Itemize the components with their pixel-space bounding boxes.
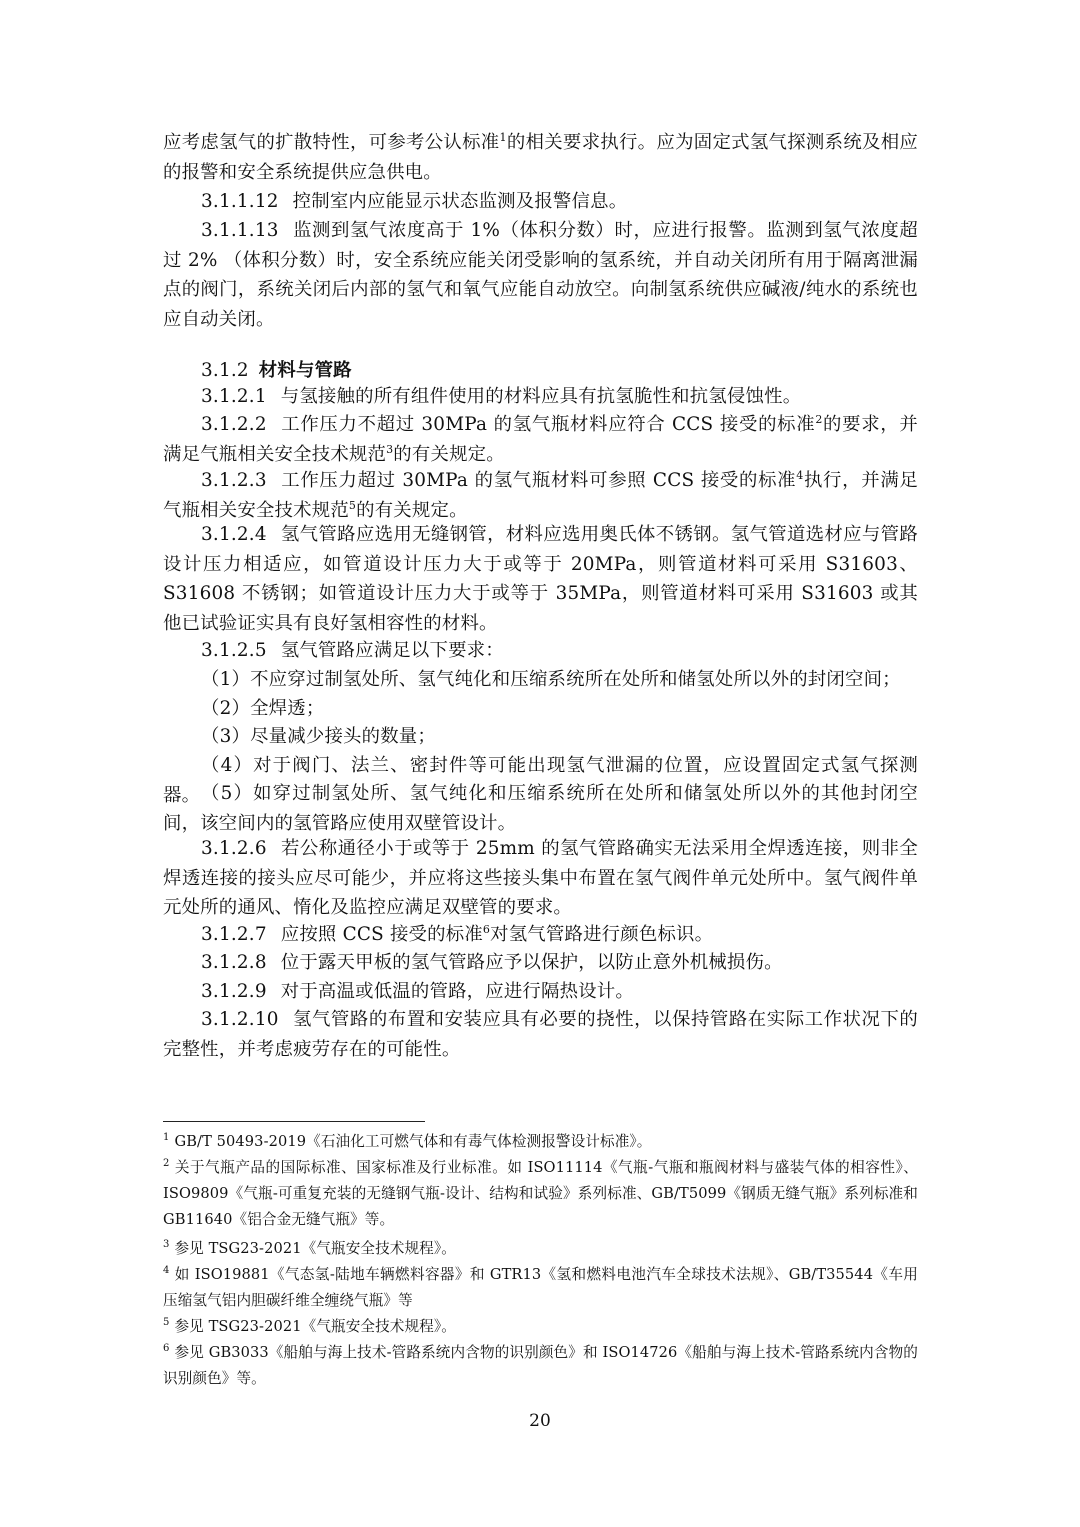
footnote-4: $^4$ 如 ISO19881《气态氢-陆地车辆燃料容器》和 GTR13《氢和燃料电池汽车全球技术法规》、GB/T35544《车用压缩氢气铝内胆碳纤维全缠绕气瓶》等 <box>163 1265 918 1309</box>
footnote-ref-4[interactable]: 4 <box>796 468 804 482</box>
clause-number: 3.1.2.10 <box>201 1009 279 1030</box>
list-item: （4）对于阀门、法兰、密封件等可能出现氢气泄漏的位置，应设置固定式氢气探测器。 <box>163 755 918 806</box>
footnote-5: $^5$ 参见 TSG23-2021《气瓶安全技术规程》。 <box>163 1317 456 1335</box>
section-title: 材料与管路 <box>258 360 352 381</box>
clause-3-1-2-5: 3.1.2.5 氢气管路应满足以下要求： <box>201 640 504 661</box>
paragraph-continuation: 应考虑氢气的扩散特性，可参考公认标准$^1$的相关要求执行。应为固定式氢气探测系统及相应的报警和安全系统提供应急供电。 <box>163 130 918 183</box>
footnote-ref-1[interactable]: 1 <box>499 130 507 144</box>
clause-3-1-2-8: 3.1.2.8 位于露天甲板的氢气管路应予以保护，以防止意外机械损伤。 <box>201 952 783 973</box>
clause-3-1-1-13: 3.1.1.13 监测到氢气浓度高于 1%（体积分数）时，应进行报警。监测到氢气浓度超过 2% （体积分数）时，安全系统应能关闭受影响的氢系统，并自动关闭所有用于隔离泄漏点的阀门，系统关闭后内部的氢气和氧气应能自动放空。向制氢系统供应碱液/纯水的系统也应自动关闭。 <box>163 220 918 330</box>
clause-number: 3.1.2.8 <box>201 952 267 973</box>
clause-3-1-1-12: 3.1.1.12 控制室内应能显示状态监测及报警信息。 <box>201 191 628 212</box>
footnote-separator <box>163 1121 425 1122</box>
clause-3-1-2-3: 3.1.2.3 工作压力超过 30MPa 的氢气瓶材料可参照 CCS 接受的标准$^4$执行，并满足气瓶相关安全技术规范$^5$的有关规定。 <box>163 468 918 521</box>
list-item: （3）尽量减少接头的数量； <box>201 726 436 747</box>
list-item: （5）如穿过制氢处所、氢气纯化和压缩系统所在处所和储氢处所以外的其他封闭空间，该空间内的氢管路应使用双壁管设计。 <box>163 783 918 834</box>
footnote-2: $^2$ 关于气瓶产品的国际标准、国家标准及行业标准。如 ISO11114《气瓶-气瓶和瓶阀材料与盛装气体的相容性》、ISO9809《气瓶-可重复充装的无缝钢气瓶-设计、结构和试验》系列标准、GB/T5099《钢质无缝气瓶》系列标准和 GB11640《铝合金无缝气瓶》等。 <box>163 1158 918 1228</box>
list-item: （1）不应穿过制氢处所、氢气纯化和压缩系统所在处所和储氢处所以外的封闭空间； <box>201 669 901 690</box>
clause-number: 3.1.2.9 <box>201 981 267 1002</box>
clause-3-1-2-10: 3.1.2.10 氢气管路的布置和安装应具有必要的挠性，以保持管路在实际工作状况下的完整性，并考虑疲劳存在的可能性。 <box>163 1009 918 1060</box>
list-item: （2）全焊透； <box>201 698 325 719</box>
clause-3-1-2-6: 3.1.2.6 若公称通径小于或等于 25mm 的氢气管路确实无法采用全焊透连接，则非全焊透连接的接头应尽可能少，并应将这些接头集中布置在氢气阀件单元处所中。氢气阀件单元处所的通风、惰化及监控应满足双壁管的要求。 <box>163 838 918 918</box>
clause-number: 3.1.1.13 <box>201 220 279 241</box>
clause-3-1-2-1: 3.1.2.1 与氢接触的所有组件使用的材料应具有抗氢脆性和抗氢侵蚀性。 <box>201 386 802 407</box>
clause-3-1-2-4: 3.1.2.4 氢气管路应选用无缝钢管，材料应选用奥氏体不锈钢。氢气管道选材应与管路设计压力相适应，如管道设计压力大于或等于 20MPa，则管道材料可采用 S31603、S31608 不锈钢；如管道设计压力大于或等于 35MPa，则管道材料可采用 S31603 或其他已试验证实具有良好氢相容性的材料。 <box>163 524 918 634</box>
clause-number: 3.1.2.7 <box>201 924 267 945</box>
footnote-ref-5[interactable]: 5 <box>348 498 357 512</box>
page-number: 20 <box>529 1411 551 1431</box>
clause-number: 3.1.2.3 <box>201 470 267 491</box>
footnote-ref-3[interactable]: 3 <box>386 442 394 456</box>
clause-number: 3.1.1.12 <box>201 191 279 212</box>
clause-number: 3.1.2.1 <box>201 386 267 407</box>
section-number: 3.1.2 <box>201 360 249 381</box>
clause-3-1-2-2: 3.1.2.2 工作压力不超过 30MPa 的氢气瓶材料应符合 CCS 接受的标准$^2$的要求，并满足气瓶相关安全技术规范$^3$的有关规定。 <box>163 412 918 465</box>
clause-number: 3.1.2.6 <box>201 838 267 859</box>
clause-3-1-2-7: 3.1.2.7 应按照 CCS 接受的标准$^6$对氢气管路进行颜色标识。 <box>201 922 714 945</box>
clause-number: 3.1.2.2 <box>201 414 267 435</box>
clause-number: 3.1.2.4 <box>201 524 267 545</box>
footnote-ref-6[interactable]: 6 <box>482 922 491 936</box>
footnote-ref-2[interactable]: 2 <box>815 412 823 426</box>
footnote-6: $^6$ 参见 GB3033《船舶与海上技术-管路系统内含物的识别颜色》和 ISO14726《船舶与海上技术-管路系统内含物的 识别颜色》等。 <box>163 1343 918 1387</box>
footnote-3: $^3$ 参见 TSG23-2021《气瓶安全技术规程》。 <box>163 1239 456 1257</box>
clause-number: 3.1.2.5 <box>201 640 267 661</box>
footnote-1: $^1$ GB/T 50493-2019《石油化工可燃气体和有毒气体检测报警设计标准》。 <box>163 1132 652 1150</box>
clause-3-1-2-9: 3.1.2.9 对于高温或低温的管路，应进行隔热设计。 <box>201 981 634 1002</box>
